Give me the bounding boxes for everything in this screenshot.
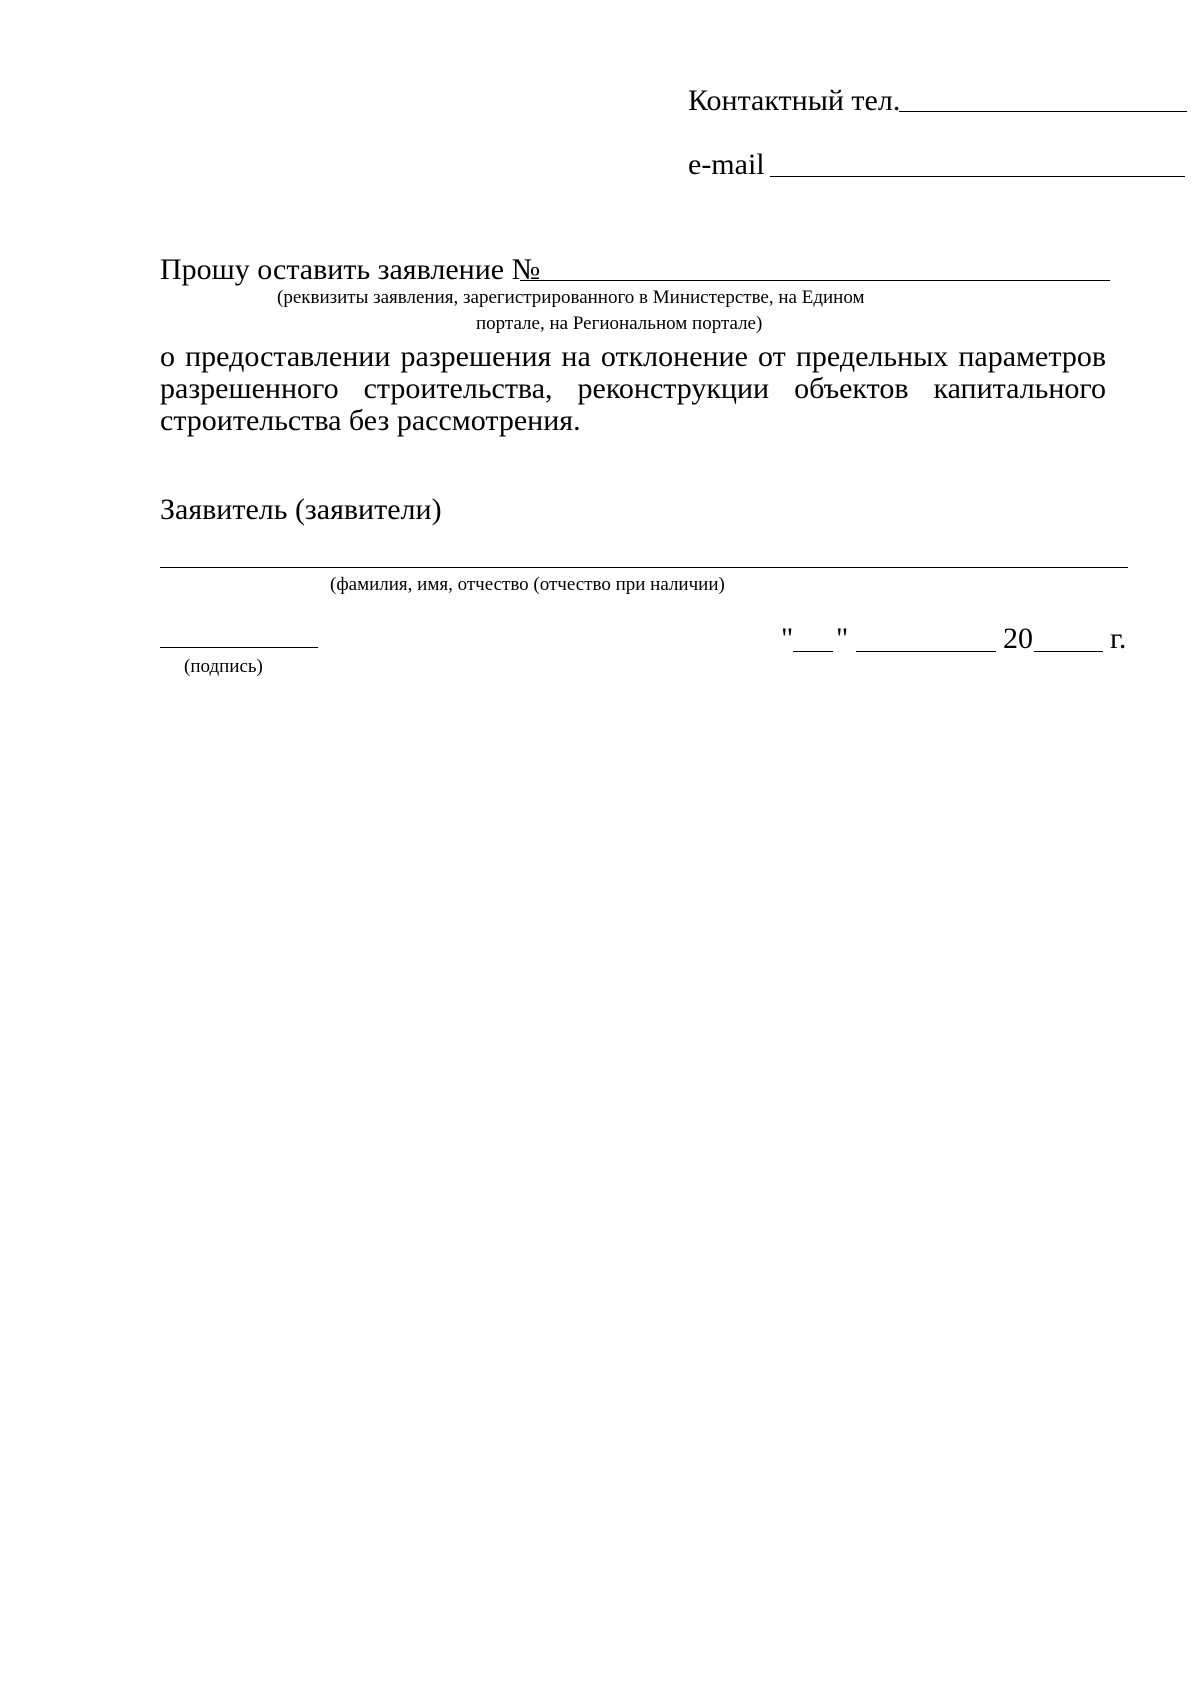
word: разрешения <box>400 340 552 373</box>
word: от <box>758 340 786 373</box>
email-field[interactable] <box>770 176 1185 177</box>
word: объектов <box>794 372 909 405</box>
signature-field[interactable] <box>160 647 318 648</box>
phone-field[interactable] <box>899 111 1187 112</box>
phone-label: Контактный тел. <box>688 84 901 117</box>
word: параметров <box>958 340 1106 373</box>
applicant-label: Заявитель (заявители) <box>160 493 442 526</box>
word: предоставлении <box>185 340 391 373</box>
request-intro: Прошу оставить заявление № <box>160 253 541 286</box>
date-year-prefix: 20 <box>1003 622 1033 655</box>
requisites-caption-line2: портале, на Региональном портале) <box>476 313 763 334</box>
date-quote-open: " <box>781 622 794 655</box>
word: о <box>160 340 175 373</box>
body-line-1 <box>160 342 1106 372</box>
requisites-caption-line1: (реквизиты заявления, зарегистрированного в Министерстве, на Едином <box>277 287 865 308</box>
date-day-field[interactable] <box>793 651 833 652</box>
word: предельных <box>795 340 949 373</box>
word: строительства, <box>363 372 553 405</box>
word: капитального <box>933 372 1106 405</box>
date-month-field[interactable] <box>856 651 996 652</box>
date-quote-close: " <box>836 622 849 655</box>
date-year-suffix: г. <box>1110 622 1127 655</box>
request-number-field[interactable] <box>520 280 1110 281</box>
word: на <box>561 340 591 373</box>
date-year-field[interactable] <box>1034 651 1103 652</box>
email-label: e-mail <box>688 148 765 181</box>
applicant-name-field[interactable] <box>160 567 1128 568</box>
word: реконструкции <box>577 372 770 405</box>
word: разрешенного <box>160 372 339 405</box>
word: отклонение <box>600 340 748 373</box>
signature-caption: (подпись) <box>184 656 263 677</box>
body-line-3: строительства без рассмотрения. <box>160 404 581 437</box>
applicant-name-caption: (фамилия, имя, отчество (отчество при наличии) <box>330 574 725 595</box>
body-line-2 <box>160 374 1106 404</box>
